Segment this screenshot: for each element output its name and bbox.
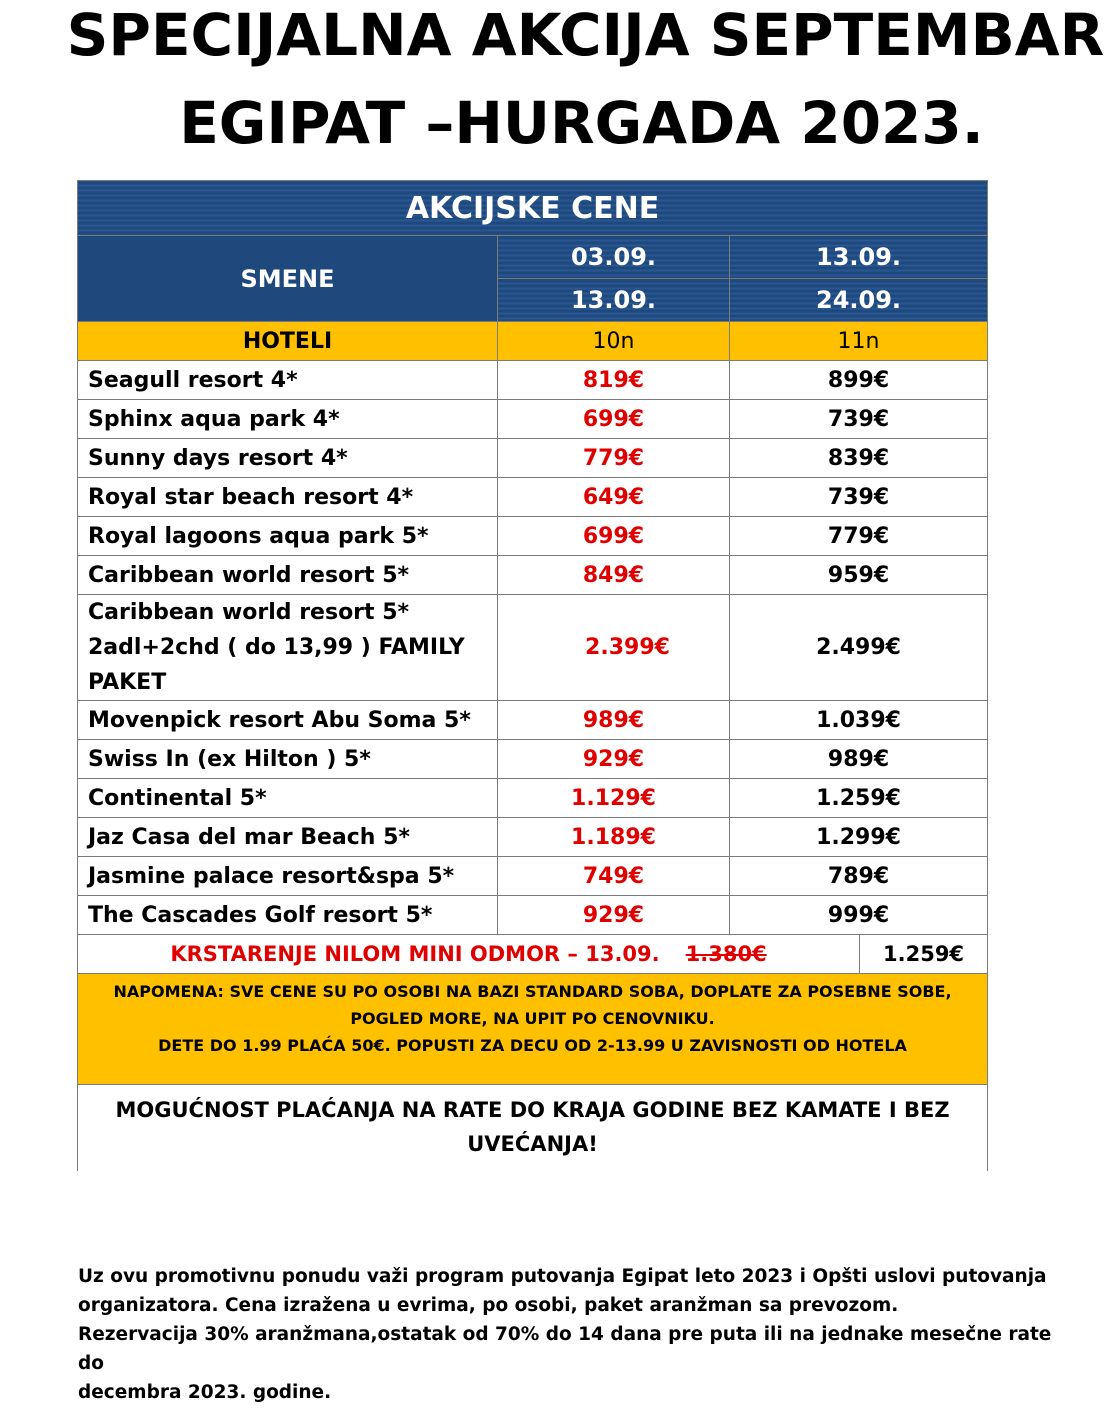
payment-line-1: MOGUĆNOST PLAĆANJA NA RATE DO KRAJA GODINE BEZ KAMATE I BEZ xyxy=(115,1098,950,1122)
price-11n: 789€ xyxy=(730,857,988,896)
cruise-old-price: 1.380€ xyxy=(685,942,767,966)
payment-row xyxy=(78,1085,988,1172)
price-11n: 899€ xyxy=(730,361,988,400)
price-11n: 1.299€ xyxy=(730,818,988,857)
footer-line-1: Uz ovu promotivnu ponudu važi program putovanja Egipat leto 2023 i Opšti uslovi putovanja xyxy=(78,1266,1047,1287)
hotel-name: Swiss In (ex Hilton ) 5* xyxy=(78,740,498,779)
table-row xyxy=(78,478,988,517)
table-header-row xyxy=(78,181,988,236)
price-10n: 699€ xyxy=(498,400,730,439)
table-row xyxy=(78,779,988,818)
hotel-name: Royal star beach resort 4* xyxy=(78,478,498,517)
price-10n: 779€ xyxy=(498,439,730,478)
akcijske-cene-header: AKCIJSKE CENE xyxy=(78,181,988,236)
price-11n: 1.039€ xyxy=(730,701,988,740)
payment-info xyxy=(78,1085,988,1172)
table-row xyxy=(78,818,988,857)
note-line-1: NAPOMENA: SVE CENE SU PO OSOBI NA BAZI STANDARD SOBA, DOPLATE ZA POSEBNE SOBE, xyxy=(113,982,952,1001)
price-10n: 849€ xyxy=(498,556,730,595)
table-row xyxy=(78,896,988,935)
cruise-text: KRSTARENJE NILOM MINI ODMOR – 13.09. xyxy=(170,942,660,966)
date-from-row xyxy=(78,236,988,279)
footer-line-2: organizatora. Cena izražena u evrima, po osobi, paket aranžman sa prevozom. xyxy=(78,1295,899,1316)
table-row xyxy=(78,400,988,439)
cruise-row xyxy=(78,935,988,974)
col1-nights: 10n xyxy=(498,322,730,361)
col2-nights: 11n xyxy=(730,322,988,361)
smene-label: SMENE xyxy=(78,236,498,322)
price-11n: 2.499€ xyxy=(730,595,988,701)
table-row xyxy=(78,517,988,556)
price-11n: 959€ xyxy=(730,556,988,595)
price-10n: 989€ xyxy=(498,701,730,740)
family-line-1: Caribbean world resort 5* xyxy=(88,600,410,625)
table-row-family xyxy=(78,595,988,701)
col1-date-from: 03.09. xyxy=(498,236,730,279)
napomena-note xyxy=(78,974,988,1085)
table-row xyxy=(78,857,988,896)
family-line-3: PAKET xyxy=(88,670,167,695)
hotel-name: The Cascades Golf resort 5* xyxy=(78,896,498,935)
price-table xyxy=(77,180,988,1171)
col1-date-to: 13.09. xyxy=(498,279,730,322)
footer-line-3: Rezervacija 30% aranžmana,ostatak od 70% do 14 dana pre puta ili na jednake mesečne rate do xyxy=(78,1324,1052,1374)
price-10n: 929€ xyxy=(498,896,730,935)
hotel-name: Continental 5* xyxy=(78,779,498,818)
price-10n: 929€ xyxy=(498,740,730,779)
hotel-name: Caribbean world resort 5* xyxy=(78,556,498,595)
hotel-name: Sunny days resort 4* xyxy=(78,439,498,478)
hotel-name: Jaz Casa del mar Beach 5* xyxy=(78,818,498,857)
note-line-3: DETE DO 1.99 PLAĆA 50€. POPUSTI ZA DECU OD 2-13.99 U ZAVISNOSTI OD HOTELA xyxy=(158,1036,907,1055)
page-title-line-1: SPECIJALNA AKCIJA SEPTEMBAR xyxy=(66,1,1105,69)
price-10n: 1.189€ xyxy=(498,818,730,857)
price-11n: 779€ xyxy=(730,517,988,556)
table-row xyxy=(78,361,988,400)
col2-date-to: 24.09. xyxy=(730,279,988,322)
table-row xyxy=(78,556,988,595)
cruise-offer xyxy=(78,935,860,974)
price-11n: 1.259€ xyxy=(730,779,988,818)
hotel-name: Jasmine palace resort&spa 5* xyxy=(78,857,498,896)
note-row xyxy=(78,974,988,1085)
price-10n: 649€ xyxy=(498,478,730,517)
table-row xyxy=(78,701,988,740)
price-11n: 739€ xyxy=(730,478,988,517)
table-row xyxy=(78,439,988,478)
price-11n: 739€ xyxy=(730,400,988,439)
note-line-2: POGLED MORE, NA UPIT PO CENOVNIKU. xyxy=(350,1009,715,1028)
footer-terms xyxy=(78,1262,1078,1407)
family-line-2: 2adl+2chd ( do 13,99 ) FAMILY xyxy=(88,635,465,660)
price-11n: 999€ xyxy=(730,896,988,935)
price-10n: 749€ xyxy=(498,857,730,896)
hoteli-label: HOTELI xyxy=(78,322,498,361)
hoteli-header-row xyxy=(78,322,988,361)
col2-date-from: 13.09. xyxy=(730,236,988,279)
price-10n: 699€ xyxy=(498,517,730,556)
hotel-name: Sphinx aqua park 4* xyxy=(78,400,498,439)
price-11n: 839€ xyxy=(730,439,988,478)
price-11n: 989€ xyxy=(730,740,988,779)
price-10n: 2.399€ xyxy=(498,595,730,701)
table-row xyxy=(78,740,988,779)
hotel-name: Movenpick resort Abu Soma 5* xyxy=(78,701,498,740)
footer-line-4: decembra 2023. godine. xyxy=(78,1382,332,1403)
price-10n: 1.129€ xyxy=(498,779,730,818)
hotel-name: Royal lagoons aqua park 5* xyxy=(78,517,498,556)
price-10n: 819€ xyxy=(498,361,730,400)
cruise-price: 1.259€ xyxy=(860,935,988,974)
hotel-name-family xyxy=(78,595,498,701)
page-title-line-2: EGIPAT –HURGADA 2023. xyxy=(179,89,984,157)
payment-line-2: UVEĆANJA! xyxy=(467,1132,598,1156)
hotel-name: Seagull resort 4* xyxy=(78,361,498,400)
